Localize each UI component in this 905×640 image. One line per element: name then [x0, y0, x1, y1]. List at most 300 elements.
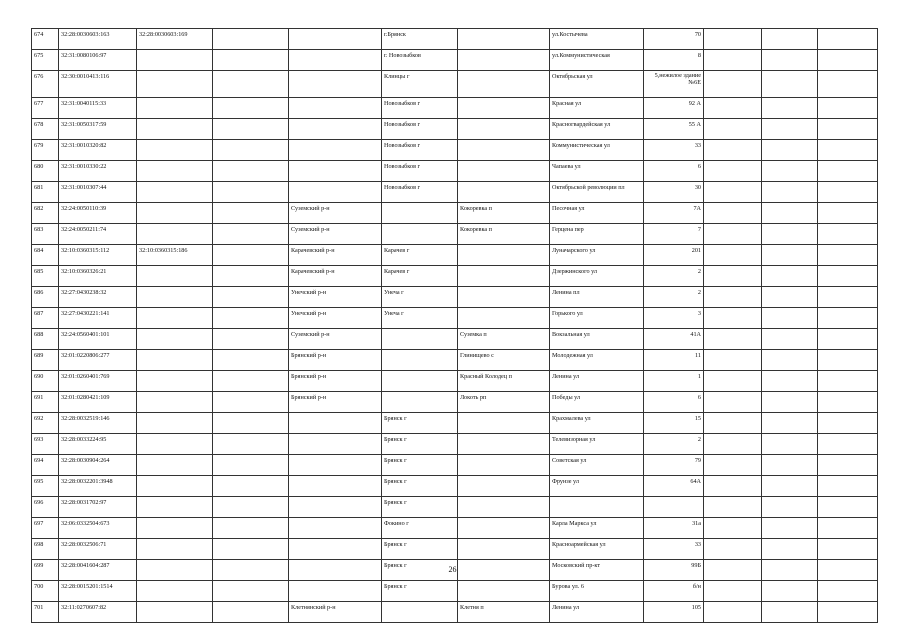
- district-cell: [289, 455, 382, 476]
- cadastral-number-2-cell: [137, 392, 213, 413]
- empty-column-1-cell: [704, 602, 762, 623]
- extra-column-cell: [213, 539, 289, 560]
- cadastral-number-cell: 32:06:0332504:673: [59, 518, 137, 539]
- empty-column-1-cell: [704, 98, 762, 119]
- city-cell: [382, 329, 458, 350]
- district-cell: Карачевский р-н: [289, 266, 382, 287]
- city-cell: Новозыбков г: [382, 98, 458, 119]
- cadastral-number-cell: 32:28:0032519:146: [59, 413, 137, 434]
- settlement-cell: [458, 98, 550, 119]
- extra-column-cell: [213, 329, 289, 350]
- street-cell: Дзержинского ул: [550, 266, 644, 287]
- cadastral-number-2-cell: [137, 182, 213, 203]
- district-cell: [289, 413, 382, 434]
- table-row: [32, 518, 878, 539]
- city-cell: Новозыбков г: [382, 182, 458, 203]
- cadastral-number-2-cell: [137, 203, 213, 224]
- street-cell: Октябрьская ул: [550, 71, 644, 98]
- settlement-cell: [458, 308, 550, 329]
- empty-column-2-cell: [762, 71, 818, 98]
- cadastral-number-cell: 32:28:0030904:264: [59, 455, 137, 476]
- empty-column-2-cell: [762, 455, 818, 476]
- district-cell: Суземский р-н: [289, 224, 382, 245]
- extra-column-cell: [213, 119, 289, 140]
- cadastral-number-cell: 32:01:0220806:277: [59, 350, 137, 371]
- house-number-cell: 2: [644, 287, 704, 308]
- settlement-cell: [458, 413, 550, 434]
- street-cell: Вокзальная ул: [550, 329, 644, 350]
- street-cell: Красногвардейская ул: [550, 119, 644, 140]
- empty-column-2-cell: [762, 539, 818, 560]
- district-cell: [289, 50, 382, 71]
- empty-column-3-cell: [818, 518, 878, 539]
- row-number-cell: 687: [32, 308, 59, 329]
- row-number-cell: 679: [32, 140, 59, 161]
- empty-column-3-cell: [818, 581, 878, 602]
- table-row: [32, 434, 878, 455]
- street-cell: Красноармейская ул: [550, 539, 644, 560]
- district-cell: Унечский р-н: [289, 308, 382, 329]
- district-cell: Суземский р-н: [289, 203, 382, 224]
- empty-column-3-cell: [818, 539, 878, 560]
- cadastral-number-2-cell: [137, 50, 213, 71]
- row-number-cell: 695: [32, 476, 59, 497]
- settlement-cell: [458, 539, 550, 560]
- empty-column-3-cell: [818, 50, 878, 71]
- street-cell: Горького ул: [550, 308, 644, 329]
- table-row: [32, 413, 878, 434]
- empty-column-1-cell: [704, 287, 762, 308]
- table-row: [32, 539, 878, 560]
- city-cell: [382, 224, 458, 245]
- cadastral-number-2-cell: [137, 98, 213, 119]
- row-number-cell: 685: [32, 266, 59, 287]
- extra-column-cell: [213, 50, 289, 71]
- house-number-cell: 2: [644, 266, 704, 287]
- row-number-cell: 674: [32, 29, 59, 50]
- cadastral-number-2-cell: [137, 581, 213, 602]
- empty-column-3-cell: [818, 71, 878, 98]
- district-cell: [289, 518, 382, 539]
- district-cell: [289, 29, 382, 50]
- empty-column-1-cell: [704, 518, 762, 539]
- house-number-cell: 11: [644, 350, 704, 371]
- cadastral-number-2-cell: [137, 224, 213, 245]
- house-number-cell: [644, 497, 704, 518]
- house-number-cell: б/н: [644, 581, 704, 602]
- table-row: [32, 224, 878, 245]
- city-cell: Брянск г: [382, 560, 458, 581]
- empty-column-3-cell: [818, 29, 878, 50]
- cadastral-number-cell: 32:31:0010307:44: [59, 182, 137, 203]
- house-number-cell: 64А: [644, 476, 704, 497]
- house-number-cell: 79: [644, 455, 704, 476]
- settlement-cell: [458, 455, 550, 476]
- cadastral-number-cell: 32:28:0032201:3948: [59, 476, 137, 497]
- district-cell: Карачевский р-н: [289, 245, 382, 266]
- registry-table: [31, 28, 878, 623]
- street-cell: Красная ул: [550, 98, 644, 119]
- row-number-cell: 681: [32, 182, 59, 203]
- extra-column-cell: [213, 371, 289, 392]
- empty-column-1-cell: [704, 266, 762, 287]
- cadastral-number-cell: 32:28:0031702:97: [59, 497, 137, 518]
- settlement-cell: [458, 71, 550, 98]
- settlement-cell: [458, 29, 550, 50]
- house-number-cell: 99Б: [644, 560, 704, 581]
- table-row: [32, 392, 878, 413]
- house-number-cell: 92 А: [644, 98, 704, 119]
- empty-column-3-cell: [818, 329, 878, 350]
- cadastral-number-cell: 32:28:0033224:95: [59, 434, 137, 455]
- empty-column-1-cell: [704, 350, 762, 371]
- row-number-cell: 689: [32, 350, 59, 371]
- cadastral-number-2-cell: [137, 455, 213, 476]
- row-number-cell: 678: [32, 119, 59, 140]
- cadastral-number-cell: 32:10:0360315:112: [59, 245, 137, 266]
- empty-column-2-cell: [762, 29, 818, 50]
- cadastral-number-2-cell: 32:10:0360315:186: [137, 245, 213, 266]
- row-number-cell: 701: [32, 602, 59, 623]
- cadastral-number-2-cell: [137, 161, 213, 182]
- district-cell: Унечский р-н: [289, 287, 382, 308]
- city-cell: [382, 371, 458, 392]
- cadastral-number-cell: 32:31:0050317:59: [59, 119, 137, 140]
- street-cell: Герцена пер: [550, 224, 644, 245]
- empty-column-2-cell: [762, 140, 818, 161]
- empty-column-3-cell: [818, 350, 878, 371]
- cadastral-number-cell: 32:31:0010320:82: [59, 140, 137, 161]
- empty-column-1-cell: [704, 455, 762, 476]
- table-row: [32, 29, 878, 50]
- extra-column-cell: [213, 350, 289, 371]
- registry-sheet: [31, 28, 878, 623]
- cadastral-number-cell: 32:31:0040115:33: [59, 98, 137, 119]
- settlement-cell: [458, 50, 550, 71]
- district-cell: [289, 539, 382, 560]
- empty-column-1-cell: [704, 29, 762, 50]
- street-cell: ул.Коммунистическая: [550, 50, 644, 71]
- table-row: [32, 203, 878, 224]
- settlement-cell: Кокоревка п: [458, 203, 550, 224]
- empty-column-1-cell: [704, 245, 762, 266]
- row-number-cell: 692: [32, 413, 59, 434]
- district-cell: Брянский р-н: [289, 371, 382, 392]
- empty-column-2-cell: [762, 224, 818, 245]
- table-row: [32, 71, 878, 98]
- table-row: [32, 119, 878, 140]
- empty-column-3-cell: [818, 266, 878, 287]
- city-cell: Новозыбков г: [382, 119, 458, 140]
- district-cell: [289, 98, 382, 119]
- empty-column-1-cell: [704, 581, 762, 602]
- empty-column-2-cell: [762, 518, 818, 539]
- house-number-cell: 15: [644, 413, 704, 434]
- empty-column-3-cell: [818, 98, 878, 119]
- district-cell: [289, 161, 382, 182]
- empty-column-2-cell: [762, 245, 818, 266]
- table-row: [32, 329, 878, 350]
- empty-column-2-cell: [762, 98, 818, 119]
- empty-column-1-cell: [704, 476, 762, 497]
- empty-column-2-cell: [762, 266, 818, 287]
- extra-column-cell: [213, 140, 289, 161]
- row-number-cell: 696: [32, 497, 59, 518]
- empty-column-1-cell: [704, 140, 762, 161]
- empty-column-3-cell: [818, 308, 878, 329]
- table-row: [32, 245, 878, 266]
- city-cell: [382, 203, 458, 224]
- cadastral-number-cell: 32:24:0050211:74: [59, 224, 137, 245]
- district-cell: [289, 434, 382, 455]
- cadastral-number-cell: 32:27:0430238:32: [59, 287, 137, 308]
- cadastral-number-cell: 32:28:0041604:287: [59, 560, 137, 581]
- empty-column-1-cell: [704, 203, 762, 224]
- settlement-cell: [458, 182, 550, 203]
- street-cell: Чапаева ул: [550, 161, 644, 182]
- row-number-cell: 683: [32, 224, 59, 245]
- extra-column-cell: [213, 71, 289, 98]
- cadastral-number-cell: 32:28:0032506:71: [59, 539, 137, 560]
- settlement-cell: Локоть рп: [458, 392, 550, 413]
- house-number-cell: 3: [644, 308, 704, 329]
- cadastral-number-cell: 32:11:0270607:82: [59, 602, 137, 623]
- empty-column-3-cell: [818, 455, 878, 476]
- settlement-cell: Суземка п: [458, 329, 550, 350]
- city-cell: Брянск г: [382, 413, 458, 434]
- settlement-cell: [458, 140, 550, 161]
- extra-column-cell: [213, 182, 289, 203]
- row-number-cell: 698: [32, 539, 59, 560]
- cadastral-number-2-cell: [137, 266, 213, 287]
- extra-column-cell: [213, 266, 289, 287]
- cadastral-number-cell: 32:24:0050110:39: [59, 203, 137, 224]
- empty-column-1-cell: [704, 497, 762, 518]
- settlement-cell: Клетня п: [458, 602, 550, 623]
- house-number-cell: 30: [644, 182, 704, 203]
- empty-column-3-cell: [818, 434, 878, 455]
- extra-column-cell: [213, 98, 289, 119]
- empty-column-2-cell: [762, 329, 818, 350]
- street-cell: Бурова ул. 6: [550, 581, 644, 602]
- house-number-cell: 2: [644, 434, 704, 455]
- cadastral-number-cell: 32:24:0560401:101: [59, 329, 137, 350]
- street-cell: Молодежная ул: [550, 350, 644, 371]
- street-cell: Фрунзе ул: [550, 476, 644, 497]
- house-number-cell: 70: [644, 29, 704, 50]
- district-cell: Клетнянский р-н: [289, 602, 382, 623]
- cadastral-number-cell: 32:30:0010413:116: [59, 71, 137, 98]
- empty-column-1-cell: [704, 224, 762, 245]
- empty-column-1-cell: [704, 329, 762, 350]
- table-row: [32, 182, 878, 203]
- house-number-cell: 6: [644, 392, 704, 413]
- empty-column-3-cell: [818, 497, 878, 518]
- street-cell: Луначарского ул: [550, 245, 644, 266]
- table-row: [32, 581, 878, 602]
- settlement-cell: Красный Колодец п: [458, 371, 550, 392]
- district-cell: [289, 497, 382, 518]
- cadastral-number-2-cell: [137, 287, 213, 308]
- extra-column-cell: [213, 413, 289, 434]
- settlement-cell: Глинищево с: [458, 350, 550, 371]
- extra-column-cell: [213, 518, 289, 539]
- settlement-cell: [458, 161, 550, 182]
- row-number-cell: 682: [32, 203, 59, 224]
- city-cell: г. Новозыбков: [382, 50, 458, 71]
- empty-column-2-cell: [762, 50, 818, 71]
- street-cell: Ленина пл: [550, 287, 644, 308]
- empty-column-3-cell: [818, 413, 878, 434]
- cadastral-number-2-cell: 32:28:0030603:169: [137, 29, 213, 50]
- house-number-cell: 31а: [644, 518, 704, 539]
- empty-column-2-cell: [762, 392, 818, 413]
- empty-column-1-cell: [704, 308, 762, 329]
- city-cell: [382, 350, 458, 371]
- cadastral-number-cell: 32:31:0010330:22: [59, 161, 137, 182]
- empty-column-1-cell: [704, 182, 762, 203]
- cadastral-number-cell: 32:28:0015201:1514: [59, 581, 137, 602]
- table-row: [32, 602, 878, 623]
- cadastral-number-cell: 32:10:0360326:21: [59, 266, 137, 287]
- page-number: 26: [448, 565, 457, 574]
- cadastral-number-cell: 32:01:0260401:769: [59, 371, 137, 392]
- cadastral-number-2-cell: [137, 371, 213, 392]
- row-number-cell: 699: [32, 560, 59, 581]
- empty-column-2-cell: [762, 350, 818, 371]
- empty-column-2-cell: [762, 413, 818, 434]
- empty-column-2-cell: [762, 476, 818, 497]
- empty-column-1-cell: [704, 161, 762, 182]
- street-cell: Коммунистическая ул: [550, 140, 644, 161]
- extra-column-cell: [213, 29, 289, 50]
- district-cell: Суземский р-н: [289, 329, 382, 350]
- empty-column-2-cell: [762, 602, 818, 623]
- cadastral-number-2-cell: [137, 497, 213, 518]
- street-cell: Московский пр-кт: [550, 560, 644, 581]
- house-number-cell: 6: [644, 161, 704, 182]
- empty-column-2-cell: [762, 581, 818, 602]
- street-cell: [550, 497, 644, 518]
- cadastral-number-2-cell: [137, 140, 213, 161]
- cadastral-number-2-cell: [137, 350, 213, 371]
- street-cell: Советская ул: [550, 455, 644, 476]
- row-number-cell: 694: [32, 455, 59, 476]
- empty-column-1-cell: [704, 71, 762, 98]
- table-row: [32, 350, 878, 371]
- empty-column-1-cell: [704, 392, 762, 413]
- empty-column-2-cell: [762, 308, 818, 329]
- cadastral-number-2-cell: [137, 308, 213, 329]
- table-row: [32, 98, 878, 119]
- empty-column-2-cell: [762, 287, 818, 308]
- house-number-cell: 55 А: [644, 119, 704, 140]
- extra-column-cell: [213, 287, 289, 308]
- table-row: [32, 476, 878, 497]
- cadastral-number-2-cell: [137, 119, 213, 140]
- cadastral-number-2-cell: [137, 329, 213, 350]
- city-cell: Унеча г: [382, 308, 458, 329]
- row-number-cell: 686: [32, 287, 59, 308]
- settlement-cell: [458, 434, 550, 455]
- extra-column-cell: [213, 392, 289, 413]
- house-number-cell: 105: [644, 602, 704, 623]
- city-cell: Брянск г: [382, 497, 458, 518]
- empty-column-3-cell: [818, 287, 878, 308]
- empty-column-3-cell: [818, 371, 878, 392]
- empty-column-3-cell: [818, 161, 878, 182]
- city-cell: [382, 392, 458, 413]
- house-number-cell: 201: [644, 245, 704, 266]
- empty-column-2-cell: [762, 434, 818, 455]
- street-cell: Телевизорная ул: [550, 434, 644, 455]
- cadastral-number-2-cell: [137, 518, 213, 539]
- settlement-cell: [458, 266, 550, 287]
- house-number-cell: 33: [644, 539, 704, 560]
- row-number-cell: 690: [32, 371, 59, 392]
- row-number-cell: 693: [32, 434, 59, 455]
- settlement-cell: [458, 497, 550, 518]
- city-cell: Новозыбков г: [382, 161, 458, 182]
- city-cell: Карачев г: [382, 245, 458, 266]
- empty-column-1-cell: [704, 413, 762, 434]
- district-cell: Брянский р-н: [289, 350, 382, 371]
- house-number-cell: 33: [644, 140, 704, 161]
- empty-column-1-cell: [704, 434, 762, 455]
- extra-column-cell: [213, 203, 289, 224]
- house-number-cell: 7А: [644, 203, 704, 224]
- table-row: [32, 455, 878, 476]
- table-row: [32, 308, 878, 329]
- row-number-cell: 676: [32, 71, 59, 98]
- house-number-cell: 1: [644, 371, 704, 392]
- street-cell: Песочная ул: [550, 203, 644, 224]
- extra-column-cell: [213, 455, 289, 476]
- district-cell: [289, 71, 382, 98]
- empty-column-3-cell: [818, 140, 878, 161]
- settlement-cell: [458, 476, 550, 497]
- settlement-cell: [458, 581, 550, 602]
- city-cell: Фокино г: [382, 518, 458, 539]
- table-row: [32, 140, 878, 161]
- street-cell: Октябрьской революции пл: [550, 182, 644, 203]
- extra-column-cell: [213, 161, 289, 182]
- table-row: [32, 161, 878, 182]
- district-cell: [289, 476, 382, 497]
- row-number-cell: 677: [32, 98, 59, 119]
- street-cell: Победы ул: [550, 392, 644, 413]
- registry-table-body: [32, 29, 878, 623]
- table-row: [32, 371, 878, 392]
- empty-column-2-cell: [762, 371, 818, 392]
- empty-column-2-cell: [762, 119, 818, 140]
- city-cell: [382, 602, 458, 623]
- city-cell: г.Брянск: [382, 29, 458, 50]
- table-row: [32, 287, 878, 308]
- table-row: [32, 497, 878, 518]
- settlement-cell: [458, 287, 550, 308]
- city-cell: Брянск г: [382, 476, 458, 497]
- empty-column-2-cell: [762, 161, 818, 182]
- settlement-cell: [458, 245, 550, 266]
- extra-column-cell: [213, 581, 289, 602]
- street-cell: Ленина ул: [550, 602, 644, 623]
- empty-column-2-cell: [762, 182, 818, 203]
- row-number-cell: 684: [32, 245, 59, 266]
- empty-column-3-cell: [818, 476, 878, 497]
- house-number-cell: 7: [644, 224, 704, 245]
- cadastral-number-cell: 32:27:0430221:141: [59, 308, 137, 329]
